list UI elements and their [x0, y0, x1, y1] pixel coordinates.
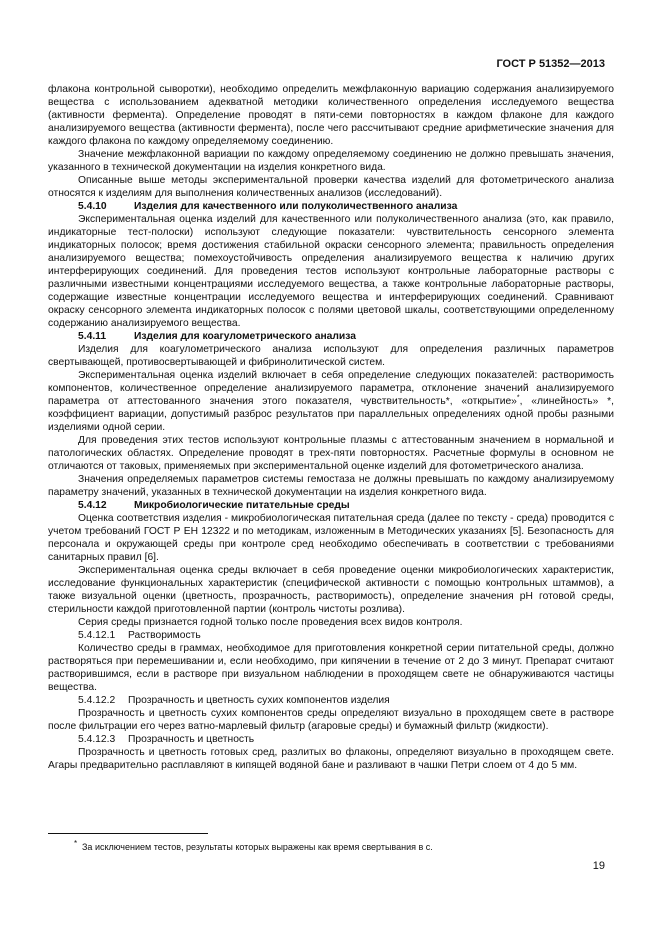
subsection-heading-5-4-12-2 — [48, 694, 614, 707]
subsection-number: 5.4.12.1 — [78, 630, 116, 641]
paragraph: Значение межфлаконной вариации по каждому определяемому соединению не должно превышать значения, указанного в технической документации на изделия конкретного вида. — [48, 149, 614, 173]
section-title: Изделия для коагулометрического анализа — [134, 331, 356, 342]
paragraph: Изделия для коагулометрического анализа используют для определения различных параметров свертывающей, противосвертывающей и фибринолитической систем. — [48, 344, 614, 368]
footnote-text: За исключением тестов, результаты которых выражены как время свертывания в с. — [82, 842, 433, 852]
paragraph: флакона контрольной сыворотки), необходимо определить межфлаконную вариацию содержания анализируемого вещества с использованием адекватной методики количественного определения исследуемого вещества (активности фермента). Определение проводят в пяти-семи повторностях в каждом флаконе для каждого анализируемого вещества (активности фермента), после чего рассчитывают средние арифметические значения для каждого флакона по каждому определяемому соединению. — [48, 84, 614, 147]
page-body — [48, 83, 614, 772]
subsection-heading-5-4-12-1 — [48, 629, 614, 642]
subsection-number: 5.4.12.3 — [78, 734, 116, 745]
subsection-heading-5-4-12-3 — [48, 733, 614, 746]
section-title: Микробиологические питательные среды — [134, 500, 350, 511]
paragraph: Прозрачность и цветность сухих компонентов среды определяют визуально в проходящем свете в растворе после фильтрации его через ватно-марлевый фильтр (агаровые среды) и бумажный фильтр (жидкости). — [48, 708, 614, 732]
section-number: 5.4.12 — [78, 500, 107, 511]
paragraph-text: Экспериментальная оценка изделий включает в себя определение следующих показателей: растворимость компонентов, количественное определение анализируемого параметра, отклонение значений анализируемого параметра от аттестованного значения этого показателя, чувствительность*, «открытие» — [48, 370, 614, 407]
paragraph: Описанные выше методы экспериментальной проверки качества изделий для фотометрического анализа относятся к изделиям для выполнения количественных анализов (исследований). — [48, 175, 614, 199]
paragraph: Количество среды в граммах, необходимое для приготовления конкретной серии питательной среды, должно растворяться при перемешивании и, если необходимо, при кипячении в течение от 2 до 3 минут. Препарат считают растворившимся, если в растворе при визуальном наблюдении в проходящем свете не обнаруживаются частицы вещества. — [48, 643, 614, 693]
paragraph — [48, 369, 614, 434]
section-number: 5.4.10 — [78, 201, 107, 212]
subsection-title: Прозрачность и цветность сухих компонентов изделия — [128, 695, 390, 706]
footnote-reference: * — [516, 394, 520, 402]
paragraph: Экспериментальная оценка изделий для качественного или полуколичественного анализа (это, как правило, индикаторные тест-полоски) используют следующие показатели: чувствительность сенсорного элемента индикаторных полосок; время достижения стабильной окраски сенсорного элемента; правильность определения анализируемого вещества; помехоустойчивость определения анализируемого вещества к наличию других интерферирующих соединений. Для проведения тестов используют контрольные лабораторные растворы с различными известными концентрациями исследуемого вещества, а также контрольные лабораторные растворы, содержащие известные концентрации исследуемого вещества и интерферирующих соединений. Сравнивают окраску сенсорного элемента индикаторных полосок с полями цветовой шкалы, соответствующими определенному содержанию анализируемого вещества. — [48, 214, 614, 329]
footnote-mark: * — [74, 839, 78, 848]
paragraph-text: , «линейность» *, коэффициент вариации, допустимый разброс результатов при параллельных определениях одной пробы разными изделиями одной серии. — [48, 396, 614, 433]
paragraph: Экспериментальная оценка среды включает в себя проведение оценки микробиологических характеристик, исследование функциональных характеристик (специфической активности с помощью контрольных штаммов), а также визуальной оценки (цветность, прозрачность, растворимость), определение значения рН готовой среды, стерильности каждой приготовленной партии (контроль чистоты розлива). — [48, 565, 614, 615]
subsection-title: Растворимость — [128, 630, 201, 641]
section-heading-5-4-11 — [48, 330, 614, 343]
section-heading-5-4-12 — [48, 499, 614, 512]
footnote — [74, 839, 612, 853]
page-number: 19 — [592, 860, 605, 872]
paragraph: Для проведения этих тестов используют контрольные плазмы с аттестованным значением в нормальной и патологических областях. Определение проводят в трех-пяти повторностях. Расчетные формулы в основном не отличаются от таковых, применяемых при экспериментальной оценке изделий для фотометрического анализа. — [48, 435, 614, 472]
subsection-number: 5.4.12.2 — [78, 695, 116, 706]
section-heading-5-4-10 — [48, 200, 614, 213]
paragraph: Значения определяемых параметров системы гемостаза не должны превышать по каждому анализируемому параметру значений, указанных в технической документации на изделия конкретного вида. — [48, 474, 614, 498]
document-header-id: ГОСТ Р 51352—2013 — [496, 58, 605, 70]
footnote-divider — [48, 833, 208, 834]
section-number: 5.4.11 — [78, 331, 107, 342]
paragraph: Оценка соответствия изделия - микробиологическая питательная среда (далее по тексту - среда) проводится с учетом требований ГОСТ Р ЕН 12322 и по методикам, изложенным в Методических указаниях [5]. Безопасность для персонала и окружающей среды при контроле сред необходимо обеспечивать в соответствии с требованиями санитарных правил [6]. — [48, 513, 614, 563]
section-title: Изделия для качественного или полуколичественного анализа — [134, 201, 458, 212]
paragraph: Прозрачность и цветность готовых сред, разлитых во флаконы, определяют визуально в проходящем свете. Агары предварительно расплавляют в кипящей водяной бане и разливают в чашки Петри слоем от 4 до 5 мм. — [48, 747, 614, 771]
paragraph: Серия среды признается годной только после проведения всех видов контроля. — [78, 617, 463, 628]
subsection-title: Прозрачность и цветность — [128, 734, 255, 745]
